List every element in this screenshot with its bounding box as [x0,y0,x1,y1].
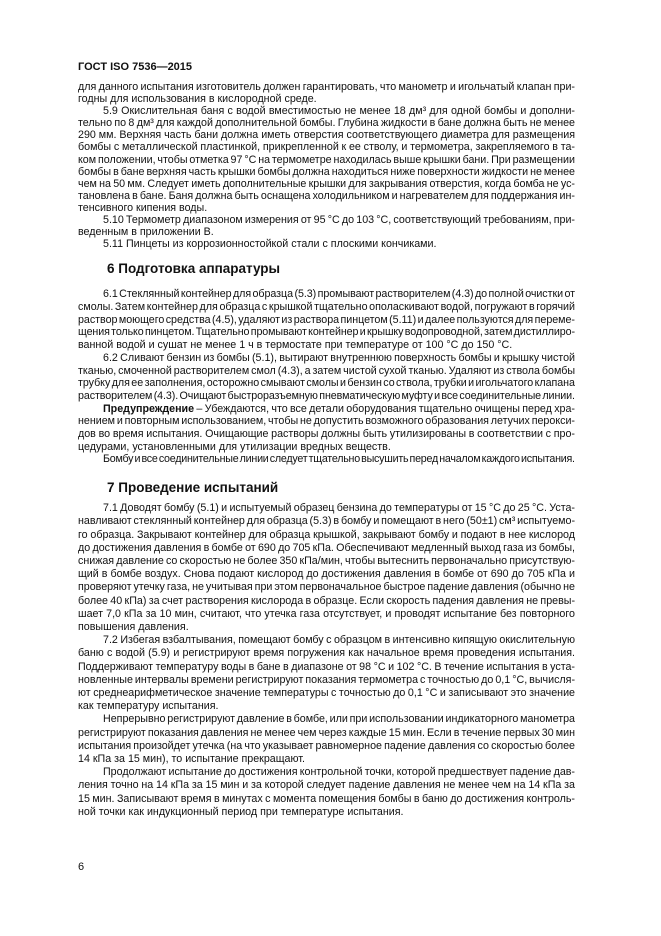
text-line [78,793,575,806]
text-line [78,154,575,166]
text-line [78,515,575,528]
text-line-content: тенсивного кипения воды. [78,201,208,214]
section-7-body [78,502,575,819]
text-line-content: Бомбу и все соединительные линии следует тщательно высушить перед началом каждого испытания. [103,453,575,466]
text-line-content: тановлена в бане. Баня должна быть оснащена холодильником и нагревателем для поддержания ин- [78,189,575,202]
text-line [78,226,575,238]
text-line [78,647,575,660]
text-line [78,661,575,674]
text-line-content: бомбы с металлической пластинкой, прикрепленной к ее стволу, и термометра, закрепляемого в та- [78,141,575,154]
paragraph [78,713,575,766]
text-line [78,581,575,594]
text-line [78,687,575,700]
text-line [78,403,575,416]
text-line-content: щения только пинцетом. Тщательно промывают контейнер и крышку водопроводной, затем дистиллиро- [78,326,575,339]
text-line-content: нением и повторным использованием, чтобы не допустить возможного образования летучих перокси- [78,415,575,428]
text-line [78,542,575,555]
text-line [78,214,575,226]
paragraph [78,403,575,454]
text-line-content: 15 мин. Записывают время в минутах с момента помещения бомбы в баню до достижения контроль- [78,792,575,805]
section-6-heading: 6 Подготовка аппаратуры [107,261,281,277]
paragraph [78,766,575,819]
text-line-content: 7.1 Доводят бомбу (5.1) и испытуемый образец бензина до температуры от 15 °С до 25 °С. Уста- [103,502,575,515]
text-line-content: повышения давления. [78,620,189,633]
text-line [78,339,575,352]
warning-label: Предупреждение [103,402,195,415]
text-line [78,713,575,726]
text-line [78,415,575,428]
text-line [78,727,575,740]
text-line [78,390,575,403]
text-line-content: для данного испытания изготовитель должен гарантировать, что манометр и игольчатый клапан при- [78,81,575,93]
text-line [78,141,575,153]
text-line [78,529,575,542]
text-line [78,117,575,129]
text-line-content: 290 мм. Верхняя часть бани должна иметь отверстия соответствующего диаметра для размещения [78,129,575,142]
text-line-content: го образца. Закрывают контейнер для образца крышкой, закрывают бомбу и подают в нее кислород [78,528,575,541]
text-line-content: шает 7,0 кПа за 10 мин, считают, что утечка газа отсутствует, и проводят испытание без повторного [78,607,575,620]
text-line [78,314,575,327]
document-header: ГОСТ ISO 7536—2015 [78,61,193,73]
text-line [78,238,575,250]
text-line [78,441,575,454]
text-line [78,806,575,819]
text-line-content: бомбы в бане верхняя часть крышки бомбы должна находиться ниже поверхности жидкости не менее [78,165,575,178]
text-line [78,700,575,713]
text-line-content: 5.9 Окислительная баня с водой вместимостью не менее 18 дм³ для одной бомбы и дополни- [103,105,575,118]
text-line-content: как температуру испытания. [78,700,219,713]
text-line [78,568,575,581]
text-line-content: тканью, смоченной растворителем смол (4.3), а затем чистой сухой тканью. Удаляют из ствола бомбы [78,364,575,377]
text-line-content: щий в бомбе воздух. Снова подают кислород до достижения давления в бомбе от 690 до 705 кПа и [78,568,575,581]
text-line-content: трубку для ее заполнения, осторожно смывают смолы и бензин со ствола, трубки и игольчатого клапана [78,377,575,390]
paragraph [78,453,575,466]
paragraph [78,238,575,250]
text-line [78,105,575,117]
text-line-content: ления точно на 14 кПа за 15 мин и за которой следует падение давления не менее чем на 14 кПа за [78,779,575,792]
text-line-content: тельно по 8 дм³ для каждой дополнительной бомбы. Глубина жидкости в бане должна быть не менее [78,117,575,130]
text-line [78,288,575,301]
text-line-content: ком положении, чтобы отметка 97 °С на термометре находилась выше крышки бани. При размещении [78,153,575,166]
text-line [78,129,575,141]
text-line-content: баню с водой (5.9) и регистрируют время погружения как начальное время проведения испытания. [78,647,575,660]
page-number: 6 [78,861,85,873]
text-line-content: 6.2 Сливают бензин из бомбы (5.1), вытирают внутреннюю поверхность бомбы и крышку чистой [103,351,575,364]
text-line [78,190,575,202]
text-line-content: снижая давление со скоростью не более 350 кПа/мин, чтобы вытеснить первоначально присутствую- [78,554,575,567]
text-line [78,753,575,766]
text-line-content: до достижения давления в бомбе от 690 до 705 кПа. Обеспечивают медленный выход газа из бомбы, [78,541,575,554]
text-line [78,365,575,378]
paragraph [78,105,575,214]
text-line [78,502,575,515]
text-line-content: новленные интервалы времени регистрируют показания термометра с точностью до 0,1 °С, вычисля- [78,673,575,686]
text-line [78,674,575,687]
paragraph [78,502,575,634]
text-line-content: ной точки как индукционный период при температуре испытания. [78,805,404,818]
paragraph [78,288,575,352]
warning-text: – Убеждаются, что все детали оборудования тщательно очищены перед хра- [194,402,575,415]
text-line [78,166,575,178]
section-6-body [78,288,575,466]
text-line-content [103,403,575,416]
text-line-content: 5.10 Термометр диапазоном измерения от 95 °С до 103 °С, соответствующий требованиям, при- [103,214,575,227]
text-line-content: веденным в приложении В. [78,226,214,239]
text-line-content: Непрерывно регистрируют давление в бомбе, или при использовании индикаторного манометра [103,713,575,726]
text-line [78,301,575,314]
paragraph [78,634,575,713]
text-line [78,595,575,608]
text-line [78,428,575,441]
text-line-content: испытания произойдет утечка (на что указывает равномерное падение давления со скоростью более [78,739,575,752]
text-line-content: регистрируют показания давления не менее чем через каждые 15 мин. Если в течение первых 30 мин [78,726,575,739]
text-line-content: 6.1 Стеклянный контейнер для образца (5.3) промывают растворителем (4.3) до полной очистки от [103,288,575,301]
text-line-content: Продолжают испытание до достижения контрольной точки, которой предшествует падение дав- [103,766,575,779]
paragraph [78,352,575,403]
text-line-content: смолы. Затем контейнер для образца с крышкой тщательно ополаскивают водой, погружают в горячий [78,301,575,314]
section-5-continuation [78,81,575,250]
section-7-heading: 7 Проведение испытаний [107,480,279,496]
text-line [78,740,575,753]
text-line-content: более 40 кПа) за счет растворения кислорода в образце. Если скорость падения давления не превы- [78,594,576,607]
text-line-content: дов во время испытания. Очищающие растворы должны быть утилизированы в соответствии с про- [78,428,575,441]
text-line [78,93,575,105]
text-line-content: раствор моющего средства (4.5), удаляют из раствора пинцетом (5.11) и далее пользуются для переме- [78,313,575,326]
text-line [78,326,575,339]
text-line-content: чем на 50 мм. Следует иметь дополнительные крышки для закрывания отверстия, когда бомба не ус- [78,177,575,190]
text-line [78,779,575,792]
paragraph [78,214,575,238]
text-line [78,634,575,647]
text-line-content: растворителем (4.3). Очищают быстроразъемную пневматическую муфту и все соединительные линии. [78,389,575,402]
text-line [78,178,575,190]
text-line-content: 5.11 Пинцеты из коррозионностойкой стали с плоскими кончиками. [103,238,437,251]
text-line [78,81,575,93]
text-line-content: ют среднеарифметическое значение температуры с точностью до 0,1 °С и записывают это значение [78,687,575,699]
text-line [78,766,575,779]
text-line-content: 7.2 Избегая взбалтывания, помещают бомбу с образцом в интенсивно кипящую окислительную [103,634,575,647]
text-line-content: ванной водой и сушат не менее 1 ч в термостате при температуре от 100 °С до 150 °С. [78,339,513,352]
text-line-content: навливают стеклянный контейнер для образца (5.3) в бомбу и помещают в него (50±1) см³ испытуемо- [78,515,575,528]
text-line-content: 14 кПа за 15 мин), то испытание прекращают. [78,753,305,766]
text-line-content: Поддерживают температуру воды в бане в диапазоне от 98 °С и 102 °С. В течение испытания в уста- [78,660,575,673]
text-line-content: годны для использования в кислородной среде. [78,93,317,106]
text-line [78,377,575,390]
page-body [78,61,575,819]
text-line-content: цедурами, установленными для утилизации вредных веществ. [78,440,391,453]
text-line [78,202,575,214]
text-line [78,555,575,568]
text-line [78,608,575,621]
text-line [78,453,575,466]
paragraph [78,81,575,105]
text-line-content: проверяют утечку газа, не учитывая при этом первоначальное быстрое падение давления (обычно не [78,581,575,594]
text-line [78,621,575,634]
text-line [78,352,575,365]
